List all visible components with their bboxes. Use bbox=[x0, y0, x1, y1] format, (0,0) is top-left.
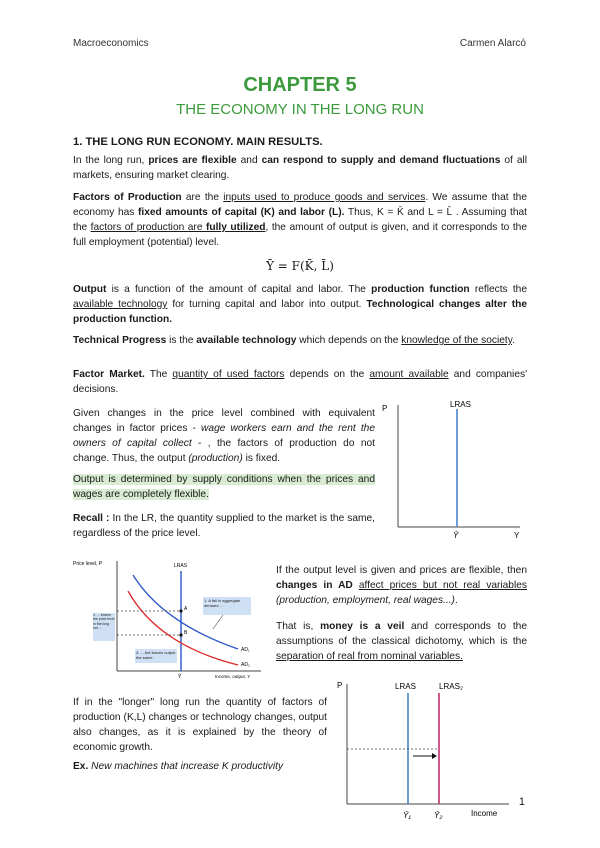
para-longer-run: If in the "longer" long run the quantity of factors of production (K,L) changes or technology changes, output also changes, as it is explained by the theory of economic growth. bbox=[73, 697, 327, 753]
ybar-label: Ȳ bbox=[178, 674, 182, 680]
ad2-label: AD₂ bbox=[241, 662, 250, 668]
note1: 1. A fall in aggregate demand ... bbox=[204, 598, 241, 608]
para-recall: Recall : In the LR, the quantity supplied to the market is the same, regardless of the price level. bbox=[73, 513, 375, 539]
chapter-title: CHAPTER 5 bbox=[243, 74, 357, 96]
lras-label: LRAS bbox=[174, 563, 188, 569]
shift-arrow-head bbox=[432, 753, 437, 759]
para-long-run: In the long run, prices are flexible and can respond to supply and demand fluctuations of all markets, ensuring market clearing. bbox=[73, 155, 528, 181]
chapter-subtitle: THE ECONOMY IN THE LONG RUN bbox=[176, 101, 424, 118]
y-axis-label: Price level, P bbox=[73, 561, 103, 567]
y2-label: Ȳ₂ bbox=[434, 811, 443, 820]
p-label: P bbox=[382, 404, 388, 413]
ad1-label: AD₁ bbox=[241, 647, 250, 653]
page-number: 1 bbox=[518, 796, 525, 808]
para-ad-changes: If the output level is given and prices are flexible, then changes in AD affect prices but not real variables (production, employment, real wages...). bbox=[276, 565, 527, 606]
production-equation: Ȳ = F(K̄, L̄) bbox=[266, 259, 334, 273]
para-price-changes: Given changes in the price level combined with equivalent changes in factor prices - wage workers earn and the rent the owners of capital collect - , the factors of production do not change. Thus, the output (production) is fixed. bbox=[73, 408, 375, 464]
ybar-label: Ȳ bbox=[453, 531, 459, 540]
header-right: Carmen Alarcó bbox=[459, 38, 526, 49]
section-heading: 1. THE LONG RUN ECONOMY. MAIN RESULTS. bbox=[73, 136, 323, 148]
para-factor-market: Factor Market. The quantity of used factors depends on the amount available and companies' decisions. bbox=[73, 369, 528, 395]
lras2-label: LRAS₂ bbox=[439, 682, 464, 691]
para-output: Output is a function of the amount of capital and labor. The production function reflects the available technology for turning capital and labor into output. Technological changes alter the production function. bbox=[73, 284, 527, 325]
p-label: P bbox=[337, 681, 343, 690]
lras-chart bbox=[378, 395, 528, 545]
para-output-determined: Output is determined by supply conditions when the prices and wages are completely flexible. bbox=[73, 474, 375, 500]
para-factors: Factors of Production are the inputs used to produce goods and services. We assume that the economy has fixed amounts of capital (K) and labor (L). Thus, K = K̄ and L = L̄ . Assuming that the factors of production are fully utilized, the amount of output is given, and it corresponds to the full employment (potential) level. bbox=[73, 192, 527, 248]
header-left: Macroeconomics bbox=[73, 38, 149, 49]
point-b bbox=[179, 633, 182, 636]
lras1-label: LRAS bbox=[395, 682, 416, 691]
ad-shift-chart bbox=[73, 553, 268, 681]
point-a bbox=[179, 609, 182, 612]
note2: 2. ... lowers the price level in the long run ... bbox=[93, 613, 115, 631]
x-axis-label: Income, output, Y bbox=[215, 674, 251, 679]
lras-label: LRAS bbox=[450, 400, 471, 409]
note1-pointer bbox=[213, 615, 223, 629]
y-label: Y bbox=[514, 531, 520, 540]
para-technical-progress: Technical Progress is the available technology which depends on the knowledge of the society. bbox=[73, 335, 515, 346]
y1-label: Ȳ₁ bbox=[403, 811, 411, 820]
note3: 3. ... but leaves output the same. bbox=[136, 650, 176, 660]
para-example: Ex. New machines that increase K productivity bbox=[73, 761, 284, 772]
lras-shift-chart bbox=[333, 676, 513, 826]
para-money-veil: That is, money is a veil and corresponds to the assumptions of the classical dichotomy, which is the separation of real from nominal variables. bbox=[276, 621, 528, 662]
point-a-label: A bbox=[184, 606, 188, 612]
income-label: Income bbox=[471, 809, 498, 818]
point-b-label: B bbox=[184, 630, 188, 636]
